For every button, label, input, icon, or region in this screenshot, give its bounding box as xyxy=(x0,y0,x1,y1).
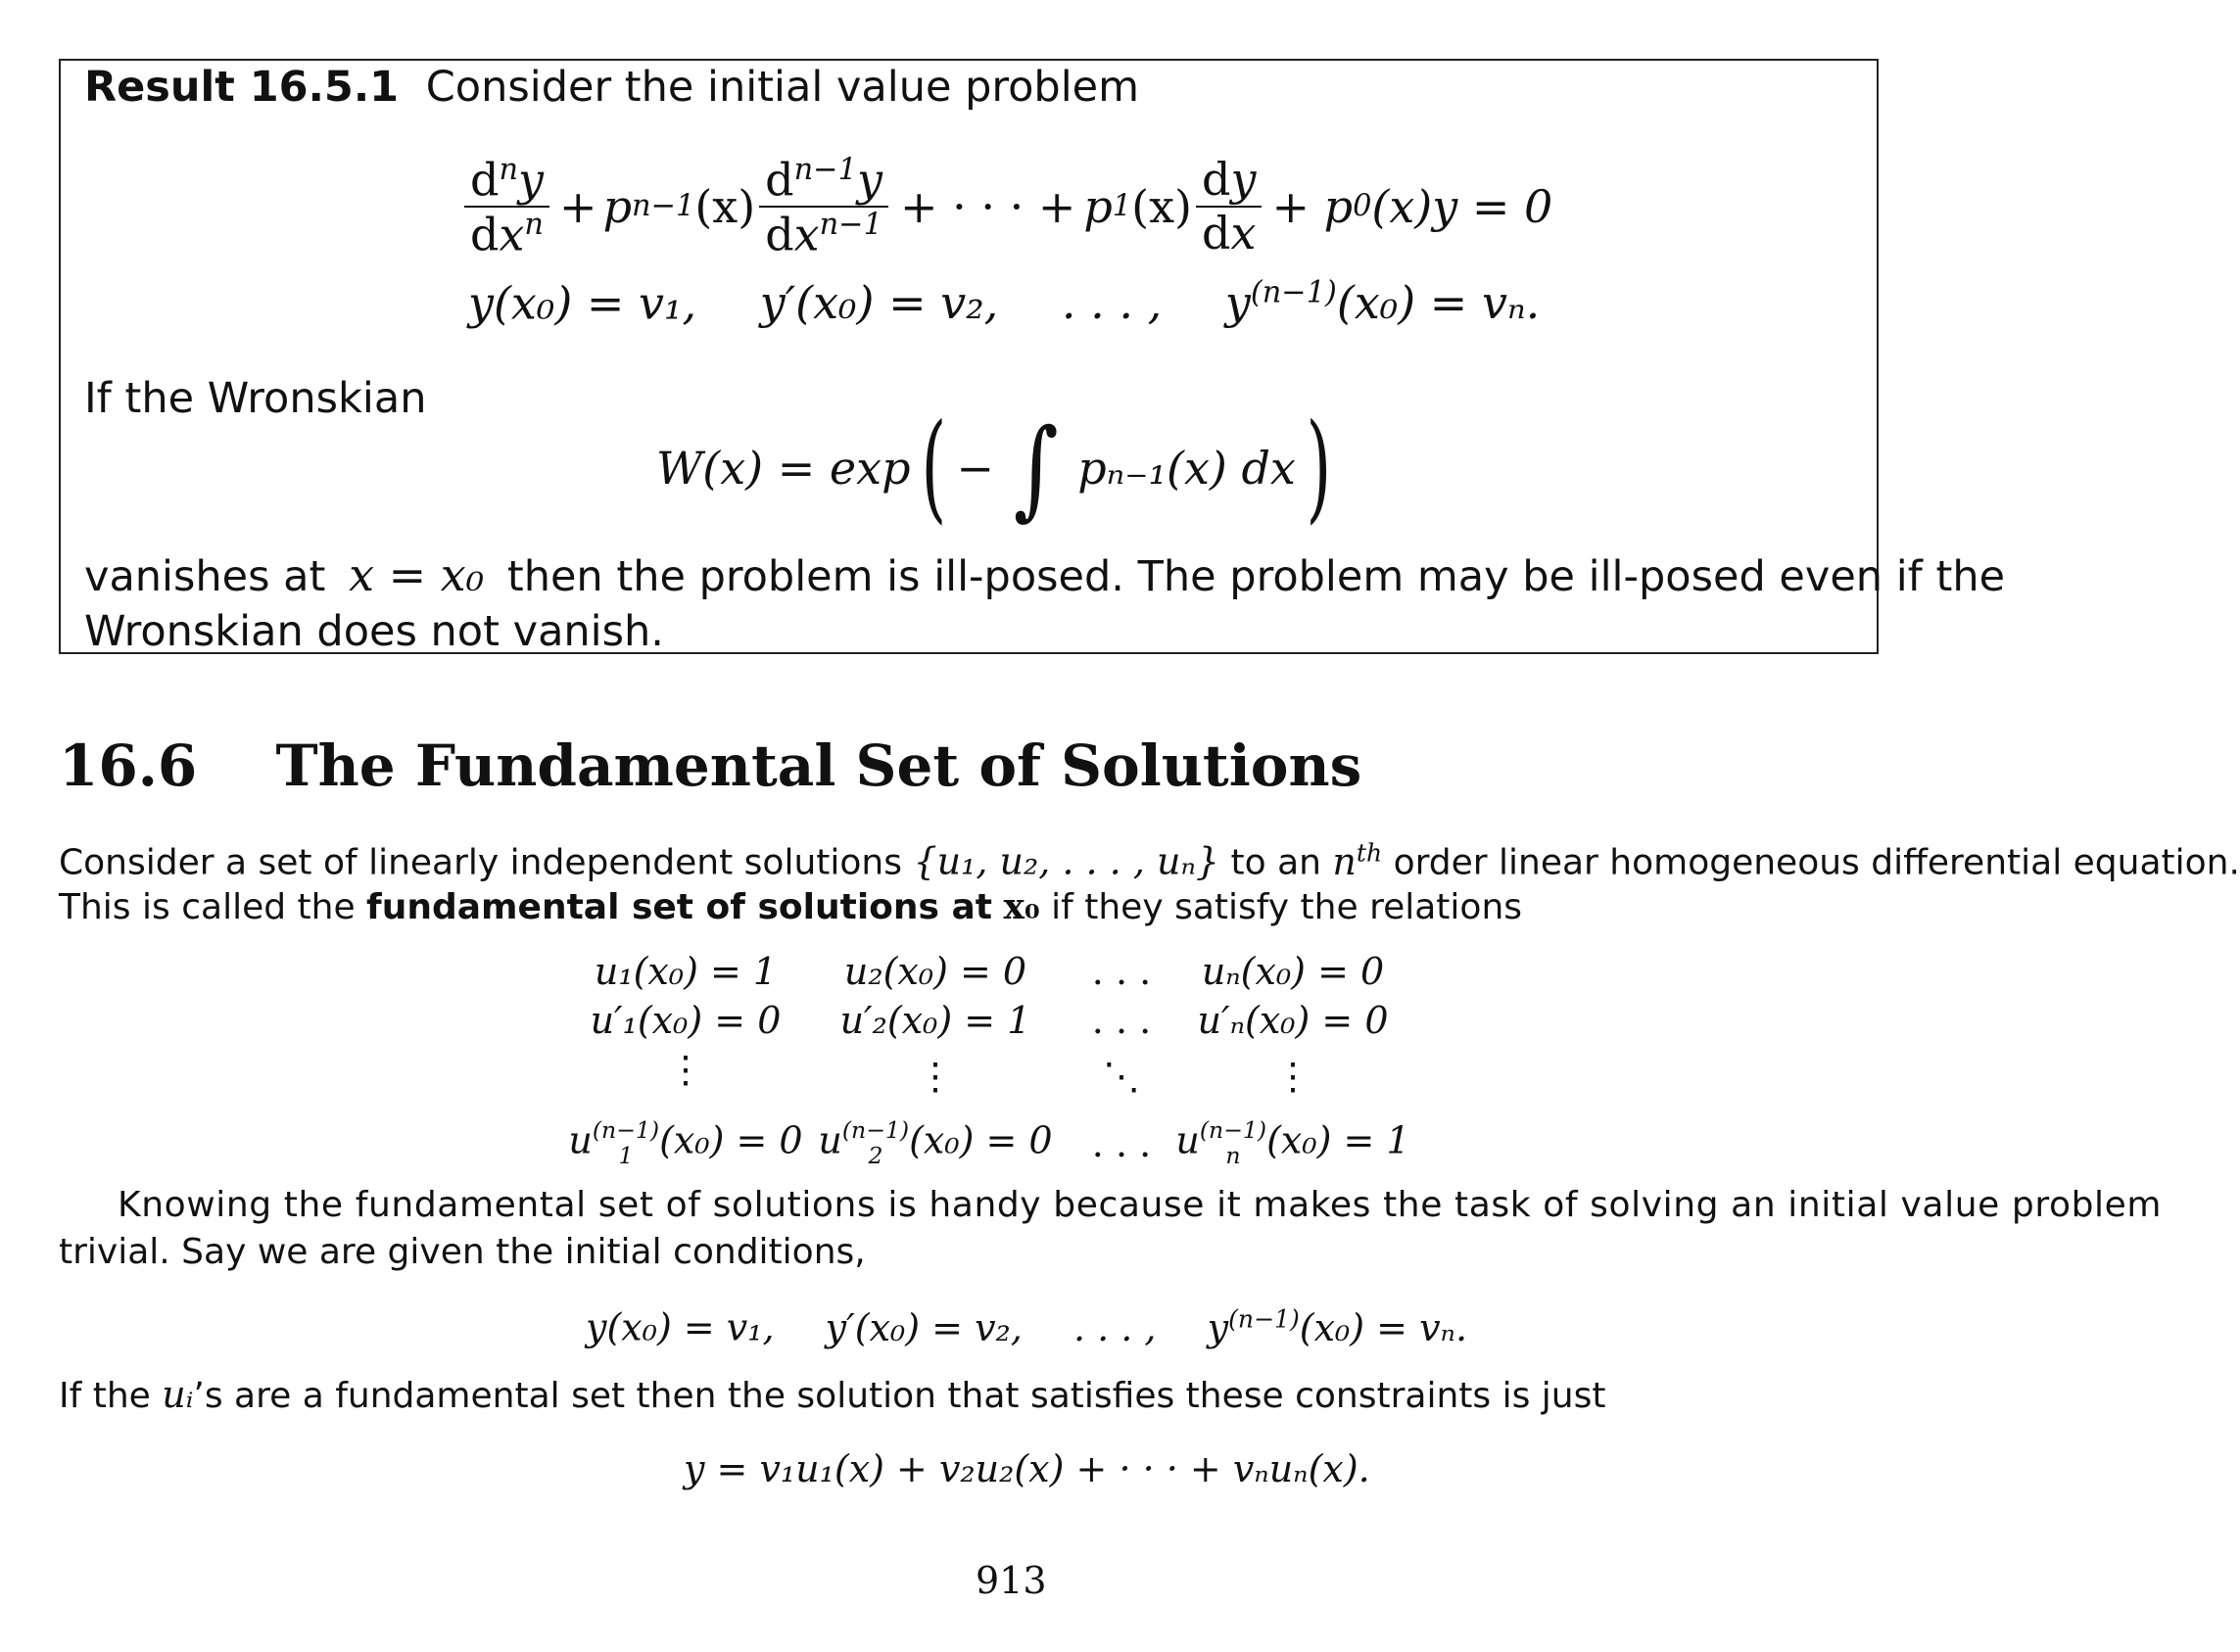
solution-set: {u₁, u₂, . . . , uₙ} xyxy=(913,839,1220,883)
nth-order xyxy=(1332,840,1382,883)
condition-n xyxy=(1208,1306,1467,1349)
wronskian-lhs: W(x) = exp xyxy=(656,442,911,495)
cell-rest: (x₀) = 0 xyxy=(909,1118,1053,1162)
var-y: y xyxy=(1207,1305,1229,1349)
cell-rest: (x₀) = 0 xyxy=(659,1118,803,1162)
para3 xyxy=(59,1373,1606,1416)
vanishes-line-2: Wronskian does not vanish. xyxy=(84,607,664,656)
sup-nm1: (n−1) xyxy=(592,1116,660,1144)
cell-u2-nm1 xyxy=(803,1118,1068,1169)
cell-dots: . . . xyxy=(1091,1121,1152,1165)
coef-p1: p xyxy=(1083,179,1113,233)
relations-matrix xyxy=(568,950,1450,1169)
section-heading xyxy=(59,732,1361,799)
cell-ddots: ⋱ xyxy=(1103,1055,1140,1098)
cell-du1-x0: u′₁(x₀) = 0 xyxy=(590,999,782,1042)
result-intro: Consider the initial value problem xyxy=(425,63,1139,112)
var-x: x xyxy=(499,207,525,260)
vanishes-post: then the problem is ill-posed. The problem may be ill-posed even if the xyxy=(506,552,2006,601)
sup-nm1: (n−1) xyxy=(1199,1116,1267,1144)
solution-equation: y = v₁u₁(x) + v₂u₂(x) + · · · + vₙuₙ(x). xyxy=(684,1447,1370,1490)
cell-vdots: ⋮ xyxy=(1274,1055,1311,1098)
para1-line2 xyxy=(59,886,1522,927)
condition-n xyxy=(1225,276,1540,329)
sup-nm1: (n−1) xyxy=(841,1116,910,1144)
right-paren: ) xyxy=(1306,400,1332,536)
var-x: x xyxy=(1230,206,1257,260)
cell-u1-x0: u₁(x₀) = 1 xyxy=(594,950,778,993)
exp-nm1: n−1 xyxy=(819,207,882,242)
integrand: pₙ₋₁(x) dx xyxy=(1077,442,1296,495)
cell-u2-x0: u₂(x₀) = 0 xyxy=(843,950,1027,993)
vanishes-line-1 xyxy=(84,548,2005,601)
condition-1: y(x₀) = v₁, xyxy=(586,1305,775,1349)
var-y: y xyxy=(518,153,545,207)
fraction-dny-dxn xyxy=(464,155,549,258)
var-y: y xyxy=(856,153,882,207)
exp-n: n xyxy=(499,153,519,187)
sub-index: 2 xyxy=(868,1141,883,1169)
sub-1: 1 xyxy=(1112,189,1132,224)
condition-2: y′(x₀) = v₂, xyxy=(759,276,999,330)
var-u: u xyxy=(1175,1118,1200,1162)
bold-term: fundamental set of solutions at xyxy=(366,887,992,927)
exp-nm1: n−1 xyxy=(793,153,857,187)
result-heading-line xyxy=(84,63,1139,112)
plus-p0: + p xyxy=(1271,179,1354,233)
exp-nm1: (n−1) xyxy=(1250,276,1337,310)
wronskian-equation xyxy=(656,400,1342,537)
sub-0: 0 xyxy=(1353,189,1372,224)
var-u: u xyxy=(818,1118,842,1162)
cell-du2-x0: u′₂(x₀) = 1 xyxy=(839,999,1031,1042)
initial-conditions-2 xyxy=(586,1304,1467,1349)
cell-dots: . . . xyxy=(1091,950,1152,993)
condition-2: y′(x₀) = v₂, xyxy=(825,1305,1023,1349)
para1-text: to an xyxy=(1230,842,1321,883)
integral-sign: ∫ xyxy=(1013,405,1059,531)
d-symbol: d xyxy=(470,207,500,260)
condition-ellipsis: . . . , xyxy=(1061,276,1163,330)
minus-sign: − xyxy=(956,442,994,495)
section-number: 16.6 xyxy=(59,732,198,799)
exp-nm1: (n−1) xyxy=(1228,1304,1300,1333)
vanishes-math: x = x₀ xyxy=(349,548,485,601)
cell-dots: . . . xyxy=(1091,999,1152,1042)
condition-n-rest: (x₀) = vₙ. xyxy=(1299,1305,1468,1349)
para2-line2: trivial. Say we are given the initial conditions, xyxy=(59,1232,866,1272)
var-x: x xyxy=(793,207,820,260)
para3-text: If the xyxy=(59,1376,151,1416)
d-symbol: d xyxy=(765,207,794,260)
result-label: Result 16.5.1 xyxy=(84,63,400,112)
page-number: 913 xyxy=(976,1559,1047,1602)
paren-x: (x) xyxy=(694,179,756,233)
initial-conditions-1 xyxy=(468,276,1540,329)
cell-un-nm1 xyxy=(1175,1118,1410,1169)
left-paren: ( xyxy=(921,400,946,536)
cell-vdots: ⋮ xyxy=(667,1048,704,1091)
condition-n-rest: (x₀) = vₙ. xyxy=(1336,276,1541,330)
if-wronskian-text: If the Wronskian xyxy=(84,374,427,423)
var-ui: uᵢ xyxy=(162,1373,194,1416)
para1-text: Consider a set of linearly independent solutions xyxy=(59,842,902,883)
sub-nm1: n−1 xyxy=(632,189,695,224)
var-y: y xyxy=(1230,153,1257,207)
para2-line1: Knowing the fundamental set of solutions is handy because it makes the task of solving an initial value problem xyxy=(118,1185,2163,1225)
equation-end: (x)y = 0 xyxy=(1371,179,1553,233)
sub-index: 1 xyxy=(618,1141,634,1169)
fraction-dy-dx xyxy=(1196,153,1262,260)
fraction-dn1y-dxn1 xyxy=(759,155,888,258)
d-symbol: d xyxy=(1202,153,1231,207)
d-symbol: d xyxy=(1202,206,1231,260)
condition-1: y(x₀) = v₁, xyxy=(468,276,697,330)
coef-p: p xyxy=(602,179,633,233)
sup-th: th xyxy=(1356,838,1383,867)
bold-x0: x₀ xyxy=(1003,886,1040,927)
exp-n: n xyxy=(524,207,544,242)
d-symbol: d xyxy=(470,153,500,207)
cell-dun-x0: u′ₙ(x₀) = 0 xyxy=(1197,999,1389,1042)
section-title: The Fundamental Set of Solutions xyxy=(275,732,1362,799)
para3-text: ’s are a fundamental set then the solution that satisfies these constraints is just xyxy=(193,1376,1606,1416)
var-u: u xyxy=(568,1118,593,1162)
cell-vdots: ⋮ xyxy=(917,1055,954,1098)
plus-sign: + xyxy=(559,179,597,233)
para1-text: This is called the xyxy=(59,887,356,927)
sub-index: n xyxy=(1225,1141,1241,1169)
cell-rest: (x₀) = 1 xyxy=(1266,1118,1410,1162)
ode-equation xyxy=(460,155,1552,258)
cell-un-x0: uₙ(x₀) = 0 xyxy=(1201,950,1385,993)
ellipsis-plus: + · · · + xyxy=(899,179,1076,233)
var-y: y xyxy=(1224,276,1251,330)
condition-ellipsis: . . . , xyxy=(1072,1305,1157,1349)
d-symbol: d xyxy=(765,153,794,207)
var-n: n xyxy=(1332,839,1357,883)
cell-u1-nm1 xyxy=(568,1118,803,1169)
para1-line1 xyxy=(59,838,2240,883)
paren-x: (x) xyxy=(1131,179,1193,233)
para1-text: order linear homogeneous differential equation. xyxy=(1393,842,2240,883)
para1-text: if they satisfy the relations xyxy=(1051,887,1523,927)
vanishes-pre: vanishes at xyxy=(84,552,326,601)
